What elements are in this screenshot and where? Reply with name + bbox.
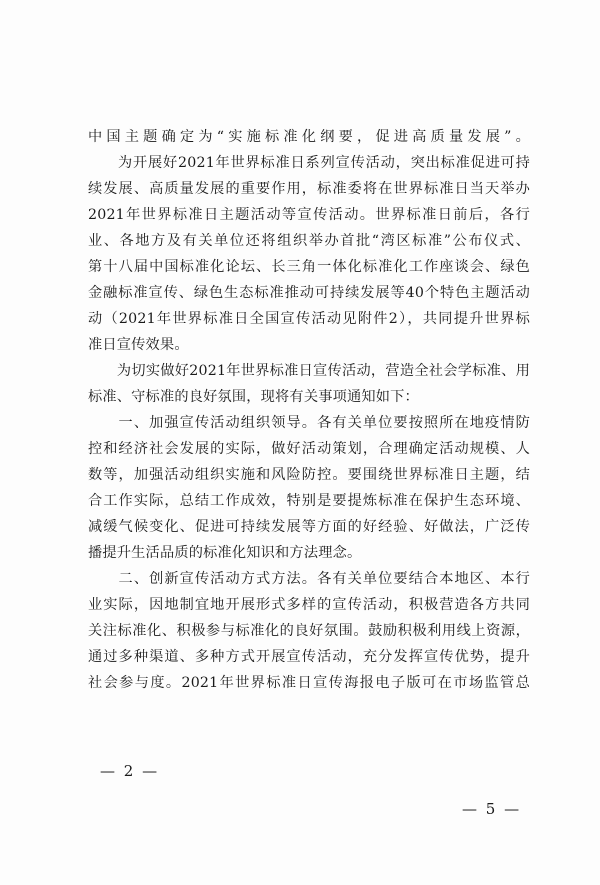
text-line: 通过多种渠道、多种方式开展宣传活动，充分发挥宣传优势，提升 — [88, 649, 530, 665]
text-line: 社会参与度。2021年世界标准日宣传海报电子版可在市场监管总 — [88, 675, 530, 691]
text-line: 金融标准宣传、绿色生态标准推动可持续发展等40个特色主题活动 — [88, 285, 530, 301]
text-line: 减缓气候变化、促进可持续发展等方面的好经验、好做法，广泛传 — [88, 519, 530, 535]
page-number: — 5 — — [462, 800, 522, 818]
page-number: — 2 — — [100, 762, 160, 780]
text-line: 一、加强宣传活动组织领导。各有关单位要按照所在地疫情防 — [88, 415, 530, 431]
text-line: 合工作实际，总结工作成效，特别是要提炼标准在保护生态环境、 — [88, 493, 530, 509]
text-line: 准日宣传效果。 — [88, 337, 189, 353]
text-line: 播提升生活品质的标准化知识和方法理念。 — [88, 545, 362, 561]
body-text — [88, 124, 530, 696]
text-line: 业、各地方及有关单位还将组织举办首批“湾区标准”公布仪式、 — [88, 233, 530, 249]
text-line: 第十八届中国标准化论坛、长三角一体化标准化工作座谈会、绿色 — [88, 259, 530, 275]
text-line: 动（2021年世界标准日全国宣传活动见附件2），共同提升世界标 — [88, 311, 530, 327]
text-line: 为开展好2021年世界标准日系列宣传活动，突出标准促进可持 — [88, 155, 530, 171]
text-line: 二、创新宣传活动方式方法。各有关单位要结合本地区、本行 — [88, 571, 530, 587]
text-line: 2021年世界标准日主题活动等宣传活动。世界标准日前后，各行 — [88, 207, 530, 223]
text-line: 标准、守标准的良好氛围，现将有关事项通知如下： — [88, 389, 419, 405]
text-line: 控和经济社会发展的实际，做好活动策划，合理确定活动规模、人 — [88, 441, 530, 457]
text-line: 续发展、高质量发展的重要作用，标准委将在世界标准日当天举办 — [88, 181, 530, 197]
text-line: 为切实做好2021年世界标准日宣传活动，营造全社会学标准、用 — [88, 363, 530, 379]
text-line: 关注标准化、积极参与标准化的良好氛围。鼓励积极利用线上资源， — [88, 623, 530, 639]
text-line: 数等，加强活动组织实施和风险防控。要围绕世界标准日主题，结 — [88, 467, 530, 483]
text-line: 中国主题确定为“实施标准化纲要，促进高质量发展”。 — [88, 129, 530, 145]
text-line: 业实际，因地制宜地开展形式多样的宣传活动，积极营造各方共同 — [88, 597, 530, 613]
